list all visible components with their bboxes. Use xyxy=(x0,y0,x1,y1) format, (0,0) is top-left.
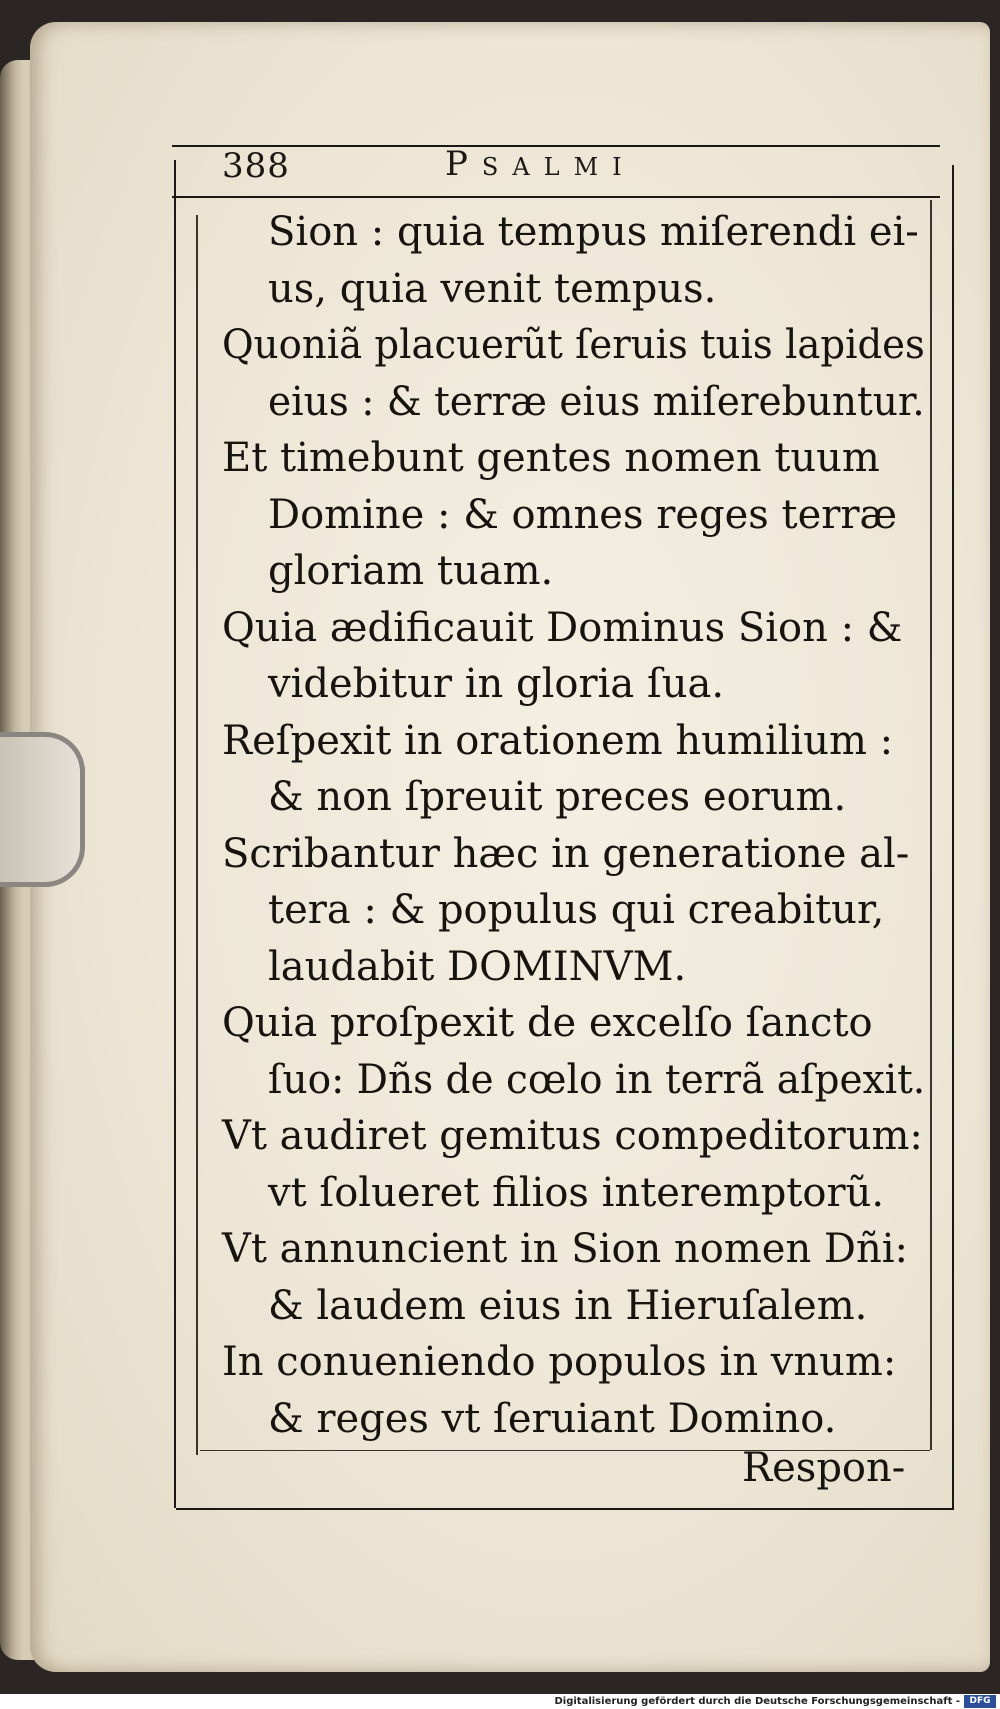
text-line: Sion : quia tempus miſerendi ei- xyxy=(268,209,919,255)
text-line: Reſpexit in orationem humilium : xyxy=(222,717,894,764)
text-line: Quoniã placuerũt ſeruis tuis lapides xyxy=(222,322,925,368)
frame-rule-bottom xyxy=(176,1508,954,1510)
text-line: Domine : & omnes reges terræ xyxy=(268,491,898,538)
frame-rule-right-inner xyxy=(930,200,932,1450)
text-line: Quia proſpexit de excelſo ſancto xyxy=(222,1000,873,1046)
text-line: & laudem eius in Hieruſalem. xyxy=(268,1282,868,1329)
text-line: videbitur in gloria ſua. xyxy=(268,661,725,707)
text-line: tera : & populus qui creabitur, xyxy=(268,887,885,933)
text-line: ſuo: Dñs de cœlo in terrã aſpexit. xyxy=(268,1056,926,1103)
text-line: In conueniendo populos in vnum: xyxy=(222,1339,897,1385)
text-line: & reges vt ſeruiant Domino. xyxy=(268,1395,837,1442)
text-line: & non ſpreuit preces eorum. xyxy=(268,774,847,820)
frame-rule-left-inner xyxy=(196,215,198,1455)
text-line: Quia ædificauit Dominus Sion : & xyxy=(222,604,903,651)
frame-rule-head xyxy=(172,196,940,198)
text-line: Vt annuncient in Sion nomen Dñi: xyxy=(222,1226,909,1272)
text-line: us, quia venit tempus. xyxy=(268,265,717,312)
frame-rule-left xyxy=(174,160,176,1508)
dfg-logo: DFG xyxy=(964,1695,996,1708)
text-line: Scribantur hæc in generatione al- xyxy=(222,830,910,877)
text-line: Et timebunt gentes nomen tuum xyxy=(222,435,880,481)
text-line: vt ſolueret filios interemptorũ. xyxy=(268,1169,885,1216)
text-line: gloriam tuam. xyxy=(268,548,554,594)
text-line: laudabit DOMINVM. xyxy=(268,943,687,990)
text-line: Vt audiret gemitus compeditorum: xyxy=(222,1113,923,1159)
digitization-footer xyxy=(0,1694,1000,1709)
catchword: Respon- xyxy=(742,1445,906,1491)
running-head: Psalmi xyxy=(445,144,636,184)
text-line: eius : & terræ eius miſerebuntur. xyxy=(268,378,925,425)
frame-rule-right xyxy=(952,165,954,1510)
footer-credit: Digitalisierung gefördert durch die Deutsche Forschungsgemeinschaft - xyxy=(554,1696,960,1707)
page-number: 388 xyxy=(222,146,290,186)
clasp-icon xyxy=(0,732,85,887)
